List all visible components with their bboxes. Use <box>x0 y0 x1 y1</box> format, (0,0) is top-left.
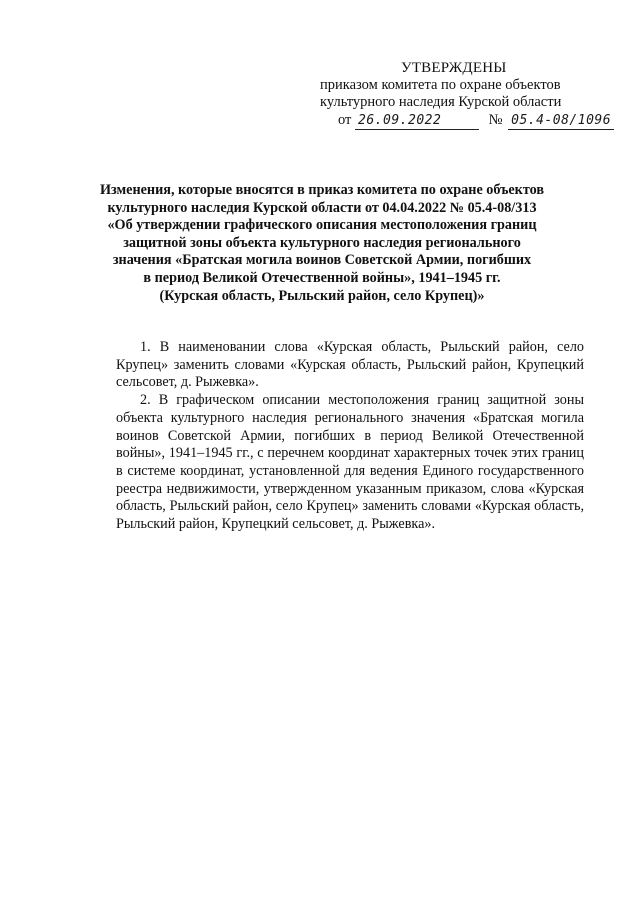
approval-date-line <box>300 112 612 130</box>
approval-heading: УТВЕРЖДЕНЫ <box>401 60 507 76</box>
handwritten-date: 26.09.2022 <box>355 112 479 130</box>
document-title <box>88 182 556 305</box>
approval-line-1: приказом комитета по охране объектов <box>320 77 561 93</box>
date-prefix: от <box>338 112 352 128</box>
title-line: (Курская область, Рыльский район, село Крупец)» <box>159 287 485 304</box>
title-line: значения «Братская могила воинов Советской Армии, погибших <box>112 252 532 269</box>
title-line: Изменения, которые вносятся в приказ комитета по охране объектов <box>99 182 545 198</box>
approval-block <box>300 60 612 130</box>
paragraph-2: 2. В графическом описании местоположения границ защитной зоны объекта культурного наследия регионального значения «Братская могила воинов Советской Армии, погибших в период Великой Отечественной войны», 1941–1945 гг., с перечнем координат характерных точек этих границ в системе координат, установленной для ведения Единого государственного реестра недвижимости, утвержденном указанным приказом, слова «Курская область, Рыльский район, село Крупец» заменить словами «Курская область, Рыльский район, Крупецкий сельсовет, д. Рыжевка». <box>116 392 584 533</box>
title-line: в период Великой Отечественной войны», 1941–1945 гг. <box>143 269 501 286</box>
document-body <box>116 339 584 534</box>
number-prefix: № <box>488 112 503 128</box>
title-line: «Об утверждении графического описания местоположения границ <box>107 217 537 234</box>
title-line: культурного наследия Курской области от 04.04.2022 № 05.4-08/313 <box>107 199 537 216</box>
paragraph-1: 1. В наименовании слова «Курская область, Рыльский район, село Крупец» заменить словами «Курская область, Рыльский район, Крупецкий сельсовет, д. Рыжевка». <box>116 339 584 391</box>
handwritten-number: 05.4-08/1096 <box>508 112 614 130</box>
approval-line-2: культурного наследия Курской области <box>320 94 562 110</box>
title-line: защитной зоны объекта культурного наследия регионального <box>123 234 521 251</box>
